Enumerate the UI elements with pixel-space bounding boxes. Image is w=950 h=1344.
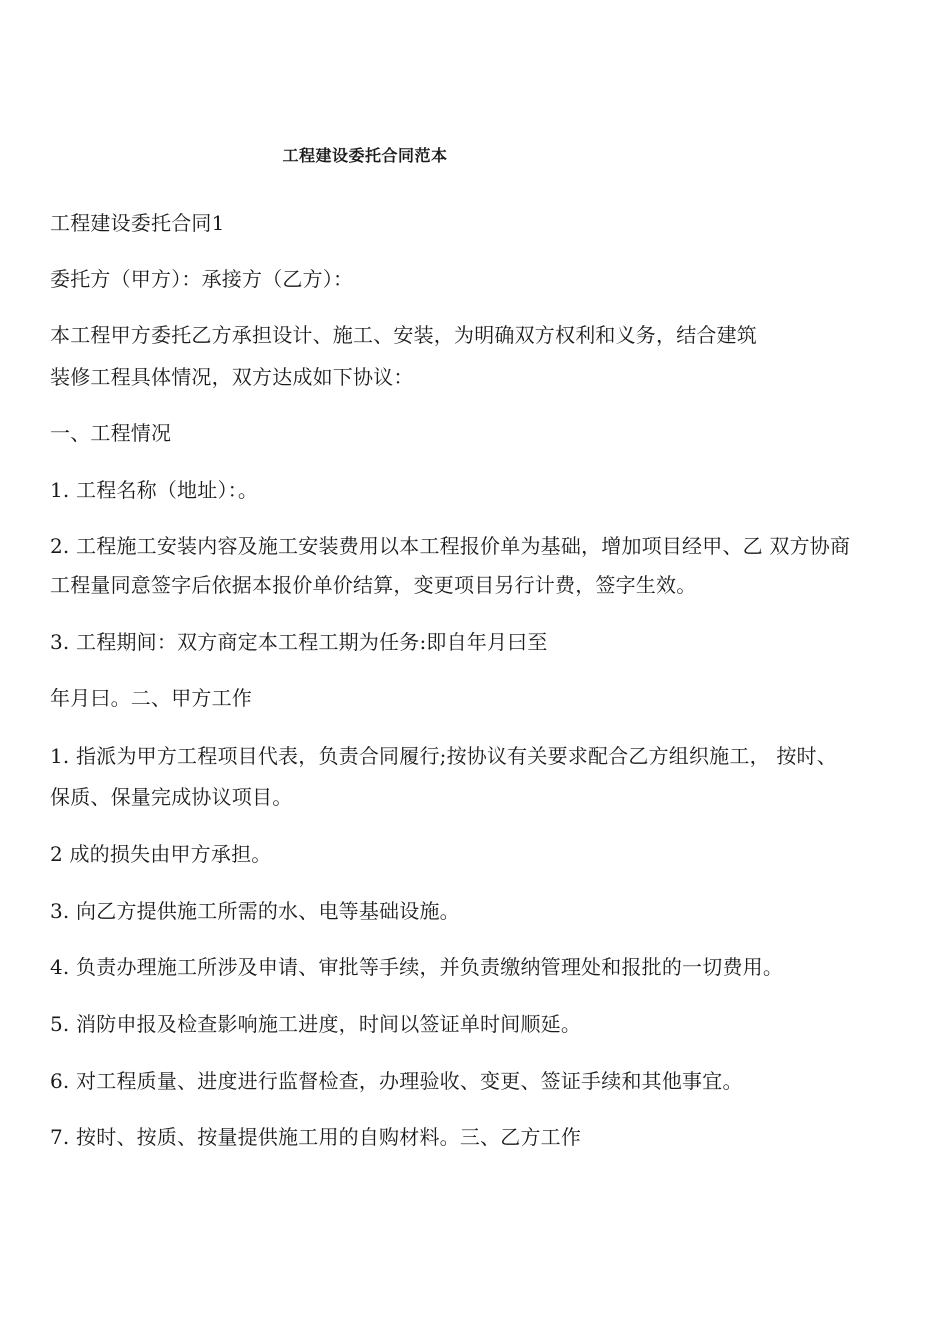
intro-line-2: 装修工程具体情况，双方达成如下协议： [50, 365, 414, 389]
clause-2-2: 2 成的损失由甲方承担。 [50, 842, 272, 866]
clause-1-3-cont: 年月曰。二、甲方工作 [50, 686, 252, 710]
clause-1-1: 1. 工程名称（地址）：。 [50, 478, 259, 502]
clause-2-1-line-1: 1. 指派为甲方工程项目代表，负责合同履行;按协议有关要求配合乙方组织施工， 按时、 [50, 744, 837, 768]
intro-line-1: 本工程甲方委托乙方承担设计、施工、安装，为明确双方权利和义务，结合建筑 [50, 323, 757, 347]
clause-2-1-line-2: 保质、保量完成协议项目。 [50, 785, 293, 809]
clause-2-3: 3. 向乙方提供施工所需的水、电等基础设施。 [50, 899, 460, 923]
clause-1-3: 3. 工程期间：双方商定本工程工期为任务:即自年月曰至 [50, 630, 548, 654]
clause-2-5: 5. 消防申报及检查影响施工进度，时间以签证单时间顺延。 [50, 1012, 582, 1036]
clause-1-2-line-1: 2. 工程施工安装内容及施工安装费用以本工程报价单为基础，增加项目经甲、乙 双方协商 [50, 534, 851, 558]
section-heading-1: 一、工程情况 [50, 421, 172, 445]
parties-line: 委托方（甲方）：承接方（乙方）： [50, 267, 354, 291]
contract-heading: 工程建设委托合同1 [50, 211, 225, 235]
document-title: 工程建设委托合同范本 [282, 146, 448, 165]
clause-2-4: 4. 负责办理施工所涉及申请、审批等手续，并负责缴纳管理处和报批的一切费用。 [50, 955, 784, 979]
clause-2-6: 6. 对工程质量、进度进行监督检查，办理验收、变更、签证手续和其他事宜。 [50, 1069, 743, 1093]
clause-2-7: 7. 按时、按质、按量提供施工用的自购材料。三、乙方工作 [50, 1125, 582, 1149]
clause-1-2-line-2: 工程量同意签字后依据本报价单价结算，变更项目另行计费，签字生效。 [50, 573, 697, 597]
